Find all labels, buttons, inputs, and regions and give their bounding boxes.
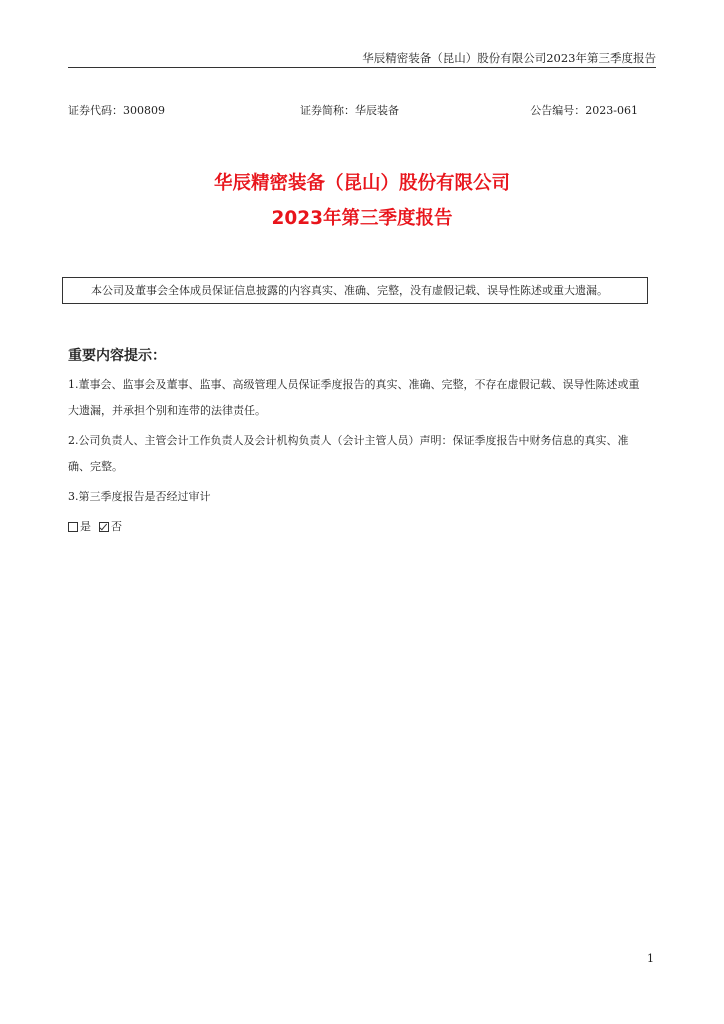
audit-yes-checkbox[interactable] [68,522,78,532]
audit-no-checkbox[interactable] [99,522,109,532]
announcement-number: 公告编号：2023-061 [530,104,638,117]
note-item-1 [68,372,654,424]
note-item-1-line-2: 大遗漏，并承担个别和连带的法律责任。 [68,404,266,417]
note-item-1-line-1: 1.董事会、监事会及董事、监事、高级管理人员保证季度报告的真实、准确、完整，不存在虚假记载、误导性陈述或重 [68,378,640,391]
note-item-3 [68,484,654,510]
audit-no-label: 否 [111,520,122,533]
audit-yes-label: 是 [80,520,91,533]
important-notes-heading: 重要内容提示： [68,348,166,364]
running-header: 华辰精密装备（昆山）股份有限公司2023年第三季度报告 [362,51,656,65]
security-abbreviation: 证券简称：华辰装备 [300,104,399,117]
audit-checkbox-row [68,519,130,535]
header-rule [68,67,656,68]
note-item-2-line-1: 2.公司负责人、主管会计工作负责人及会计机构负责人（会计主管人员）声明：保证季度报告中财务信息的真实、准 [68,434,629,447]
page-number: 1 [647,952,654,965]
security-code: 证券代码：300809 [68,104,165,117]
note-item-2-line-2: 确、完整。 [68,460,123,473]
company-title: 华辰精密装备（昆山）股份有限公司 [213,173,510,194]
note-item-2 [68,428,654,480]
note-item-3-text: 3.第三季度报告是否经过审计 [68,490,211,503]
report-title: 2023年第三季度报告 [271,208,453,229]
disclosure-statement: 本公司及董事会全体成员保证信息披露的内容真实、准确、完整，没有虚假记载、误导性陈述或重大遗漏。 [62,277,648,304]
